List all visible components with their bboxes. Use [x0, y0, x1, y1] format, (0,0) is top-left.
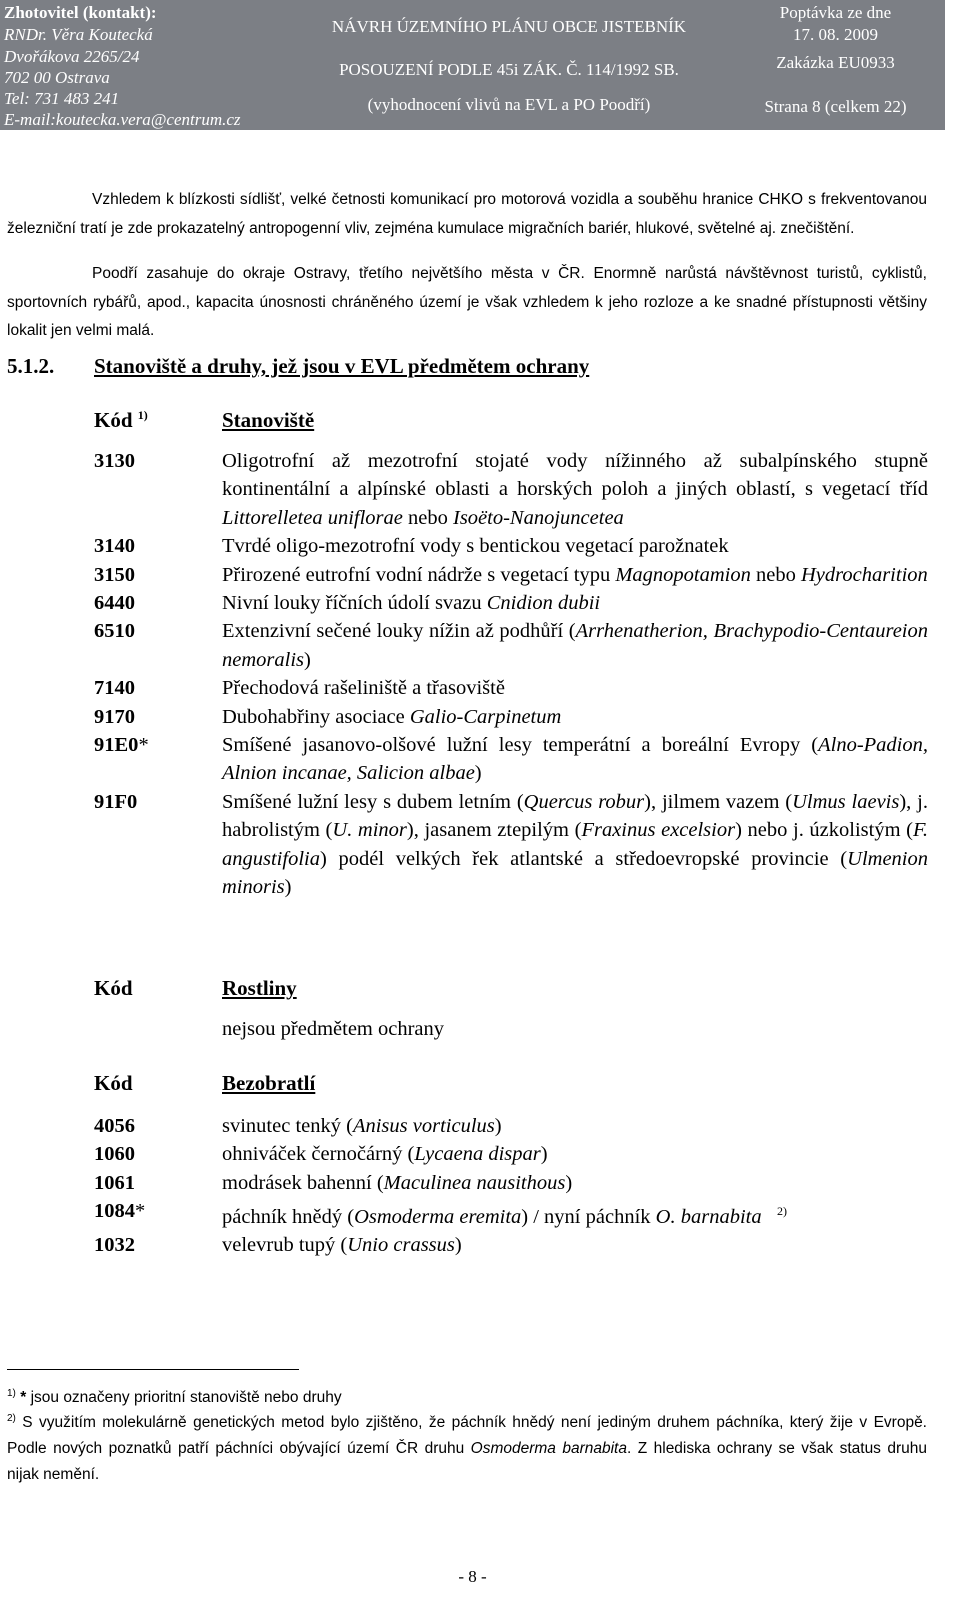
row-code: 1084* [94, 1200, 146, 1223]
row-code: 91F0 [94, 790, 138, 813]
habitat-row [94, 589, 928, 617]
row-description: Smíšené lužní lesy s dubem letním (Quercus robur), jilmem vazem (Ulmus laevis), j. habrolistým (U. minor), jasanem ztepilým (Fraxinus excelsior) nebo j. úzkolistým (F. angustifolia) podél velkých řek atlantské a středoevropské provincie (Ulmenion minoris) [222, 790, 929, 899]
footnote-ref-2: 2) [776, 1204, 787, 1219]
order-number: Zakázka EU0933 [776, 53, 895, 72]
section-heading [7, 354, 589, 379]
order-block [726, 0, 945, 130]
footnote-2-text-end: . Z hlediska ochrany se však status druhu nijak nemění. [7, 1440, 928, 1484]
paragraph-poodri: Poodří zasahuje do okraje Ostravy, třetího největšího města v ČR. Enormně narůstá návštěvnost turistů, cyklistů, sportovních rybářů, apod., kapacita únosnosti chráněného území je však vzhledem k jeho rozloze a ke snadné přístupnosti většiny lokalit jen velmi malá. [7, 265, 927, 339]
document-subtitle-note: (vyhodnocení vlivů na EVL a PO Poodří) [367, 95, 651, 114]
row-code: 6510 [94, 620, 135, 643]
section-number: 5.1.2. [7, 354, 55, 378]
row-description: Přechodová rašeliniště a třasoviště [222, 677, 505, 700]
invertebrate-row [94, 1140, 928, 1168]
footnote-separator [7, 1369, 299, 1370]
row-code: 4056 [94, 1115, 135, 1137]
row-description: modrásek bahenní (Maculinea nausithous) [222, 1171, 573, 1194]
row-code: 91E0* [94, 734, 149, 757]
row-code: 9170 [94, 705, 135, 728]
invertebrate-row [94, 1231, 928, 1259]
footnote-2 [7, 1406, 927, 1488]
document-subtitle: POSOUZENÍ PODLE 45i ZÁK. Č. 114/1992 SB. [339, 60, 679, 79]
habitats-table [94, 447, 928, 902]
invertebrate-row [94, 1112, 928, 1140]
row-description: Oligotrofní až mezotrofní stojaté vody nížinného až subalpínského stupně kontinentální a alpínské oblasti a horských poloh a jiných oblastí, s vegetací tříd Littorelletea uniflorae nebo Isoëto-Nanojuncetea [222, 450, 928, 529]
habitat-row [94, 674, 928, 702]
code-column-header: Kód [94, 1071, 133, 1095]
row-code: 3130 [94, 450, 135, 472]
priority-star: * [135, 1200, 146, 1223]
plants-header [94, 976, 297, 1001]
request-date: 17. 08. 2009 [793, 25, 878, 44]
footnote-2-mark: 2) [7, 1413, 16, 1424]
habitats-header [94, 408, 314, 433]
footnote-1-star: * [20, 1389, 27, 1407]
habitat-row [94, 788, 928, 902]
page-header [0, 0, 945, 130]
invertebrate-row [94, 1197, 928, 1231]
row-description: Extenzivní sečené louky nížin až podhůří (Arrhenatherion, Brachypodio-Centaureion nemoralis) [222, 620, 928, 671]
row-description: Tvrdé oligo-mezotrofní vody s bentickou vegetací parožnatek [222, 535, 729, 558]
row-code: 3140 [94, 535, 135, 558]
contractor-email: E-mail:koutecka.vera@centrum.cz [4, 110, 241, 129]
section-title: Stanoviště a druhy, jež jsou v EVL předmětem ochrany [94, 354, 590, 378]
row-description: velevrub tupý (Unio crassus) [222, 1234, 462, 1257]
footnote-1-text: jsou označeny prioritní stanoviště nebo druhy [26, 1389, 342, 1407]
document-title: NÁVRH ÚZEMNÍHO PLÁNU OBCE JISTEBNÍK [331, 17, 687, 36]
invertebrates-column-header: Bezobratlí [222, 1071, 316, 1095]
code-column-header: Kód [94, 976, 133, 1000]
footnote-2-species: Osmoderma barnabita [470, 1440, 627, 1458]
row-description: páchník hnědý (Osmoderma eremita) / nyní páchník O. barnabita $^{2)}$ [222, 1204, 787, 1229]
priority-star: * [138, 734, 149, 757]
habitat-column-header: Stanoviště [222, 408, 315, 432]
page-number: - 8 - [458, 1567, 487, 1586]
habitat-row [94, 731, 928, 788]
row-code: 7140 [94, 677, 135, 700]
contractor-name: RNDr. Věra Koutecká [4, 25, 153, 44]
contractor-phone: Tel: 731 483 241 [4, 89, 120, 108]
row-description: Přirozené eutrofní vodní nádrže s vegetací typu Magnopotamion nebo Hydrocharition [222, 563, 928, 586]
row-description: svinutec tenký (Anisus vorticulus) [222, 1115, 502, 1137]
habitat-row [94, 447, 928, 532]
contractor-city: 702 00 Ostrava [4, 68, 110, 87]
page-indicator: Strana 8 (celkem 22) [764, 97, 907, 116]
invertebrates-table [94, 1112, 928, 1260]
habitat-row [94, 617, 928, 674]
footnote-ref-1: 1) [137, 408, 148, 422]
row-description: ohniváček černočárný (Lycaena dispar) [222, 1143, 548, 1166]
contractor-label: Zhotovitel (kontakt): [4, 3, 157, 22]
habitat-row [94, 532, 928, 560]
invertebrates-header [94, 1071, 315, 1096]
row-description: Smíšené jasanovo-olšové lužní lesy temperátní a boreální Evropy (Alno-Padion, Alnion incanae, Salicion albae) [222, 734, 928, 785]
row-code: 1032 [94, 1234, 135, 1257]
contractor-street: Dvořákova 2265/24 [4, 47, 140, 66]
code-column-header: Kód [94, 408, 133, 432]
row-description: Nivní louky říčních údolí svazu Cnidion dubii [222, 592, 601, 615]
contractor-block [0, 0, 292, 130]
footnote-2-text: S využitím molekulárně genetických metod bylo zjištěno, že páchník hnědý není jediným druhem páchníka, který žije v Evropě. Podle nových poznatků patří páchníci obývající území ČR druhu [7, 1414, 927, 1458]
plants-column-header: Rostliny [222, 976, 297, 1000]
row-description: Dubohabřiny asociace Galio-Carpinetum [222, 705, 562, 728]
row-code: 6440 [94, 592, 135, 615]
footnote-1-mark: 1) [7, 1388, 16, 1399]
document-title-block [292, 0, 726, 130]
row-code: 1061 [94, 1171, 135, 1194]
habitat-row [94, 703, 928, 731]
habitat-row [94, 561, 928, 589]
plants-note: nejsou předmětem ochrany [222, 1018, 445, 1040]
request-label: Poptávka ze dne [779, 3, 892, 22]
invertebrate-row [94, 1169, 928, 1197]
row-code: 3150 [94, 563, 135, 586]
row-code: 1060 [94, 1143, 135, 1166]
paragraph-impact: Vzhledem k blízkosti sídlišť, velké četnosti komunikací pro motorová vozidla a souběhu hranice CHKO s frekventovanou železniční tratí je zde prokazatelný antropogenní vliv, zejména kumulace migračních bariér, hlukové, světelné aj. znečištění. [7, 191, 927, 237]
